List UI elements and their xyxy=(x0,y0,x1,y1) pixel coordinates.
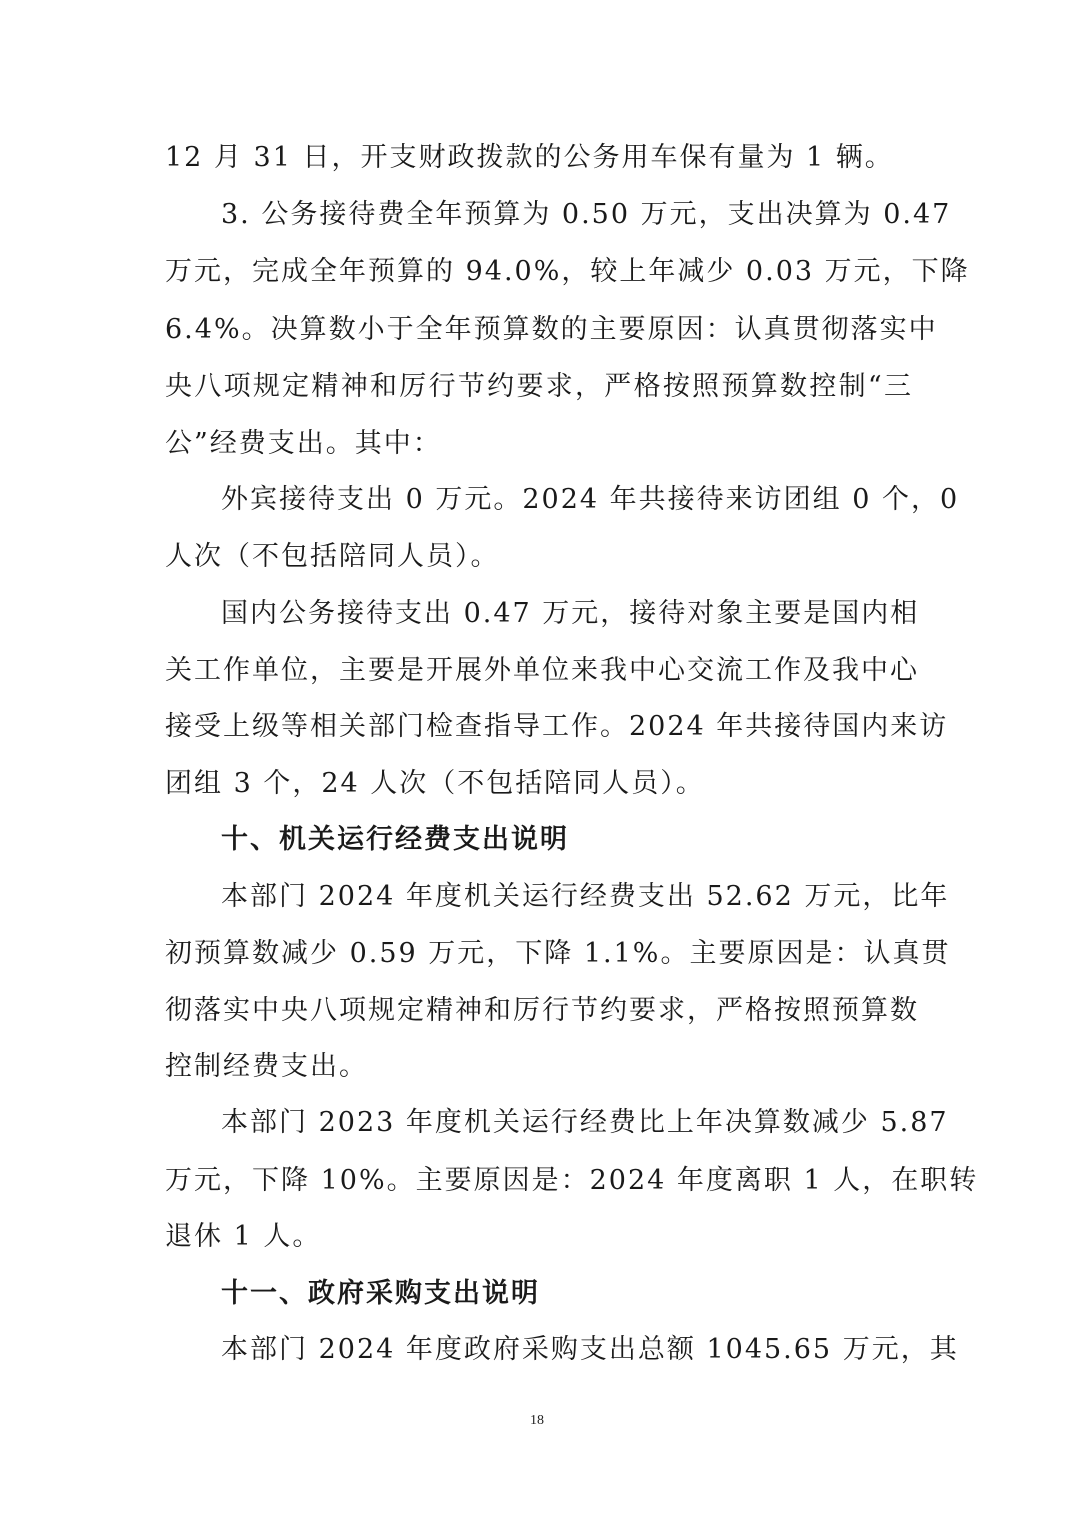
body-text-line: 外宾接待支出 0 万元。2024 年共接待来访团组 0 个，0 xyxy=(221,484,960,515)
body-text-line: 初预算数减少 0.59 万元，下降 1.1%。主要原因是：认真贯 xyxy=(165,938,951,969)
page-number: 18 xyxy=(530,1413,544,1428)
body-text-line: 3. 公务接待费全年预算为 0.50 万元，支出决算为 0.47 xyxy=(221,199,952,230)
body-text-line: 公”经费支出。其中： xyxy=(165,428,442,459)
body-text-line: 本部门 2023 年度机关运行经费比上年决算数减少 5.87 xyxy=(221,1107,949,1138)
body-text-line: 接受上级等相关部门检查指导工作。2024 年共接待国内来访 xyxy=(165,711,949,742)
body-text-line: 万元，完成全年预算的 94.0%，较上年减少 0.03 万元，下降 xyxy=(165,256,970,287)
body-text-line: 彻落实中央八项规定精神和厉行节约要求，严格按照预算数 xyxy=(165,995,919,1026)
body-text-line: 人次（不包括陪同人员）。 xyxy=(165,541,500,572)
body-text-line: 万元，下降 10%。主要原因是：2024 年度离职 1 人，在职转 xyxy=(165,1165,979,1196)
body-text-line: 退休 1 人。 xyxy=(165,1221,322,1252)
body-text-line: 本部门 2024 年度机关运行经费支出 52.62 万元，比年 xyxy=(221,881,950,912)
body-text-line: 国内公务接待支出 0.47 万元，接待对象主要是国内相 xyxy=(221,598,920,629)
section-heading: 十、机关运行经费支出说明 xyxy=(221,824,569,855)
body-text-line: 央八项规定精神和厉行节约要求，严格按照预算数控制“三 xyxy=(165,371,913,402)
body-text-line: 关工作单位，主要是开展外单位来我中心交流工作及我中心 xyxy=(165,655,919,686)
body-text-line: 12 月 31 日，开支财政拨款的公务用车保有量为 1 辆。 xyxy=(165,142,894,173)
body-text-line: 团组 3 个，24 人次（不包括陪同人员）。 xyxy=(165,768,705,799)
body-text-line: 控制经费支出。 xyxy=(165,1051,368,1082)
body-text-line: 6.4%。决算数小于全年预算数的主要原因：认真贯彻落实中 xyxy=(165,314,938,345)
section-heading: 十一、政府采购支出说明 xyxy=(221,1278,540,1309)
body-text-line: 本部门 2024 年度政府采购支出总额 1045.65 万元，其 xyxy=(221,1334,959,1365)
